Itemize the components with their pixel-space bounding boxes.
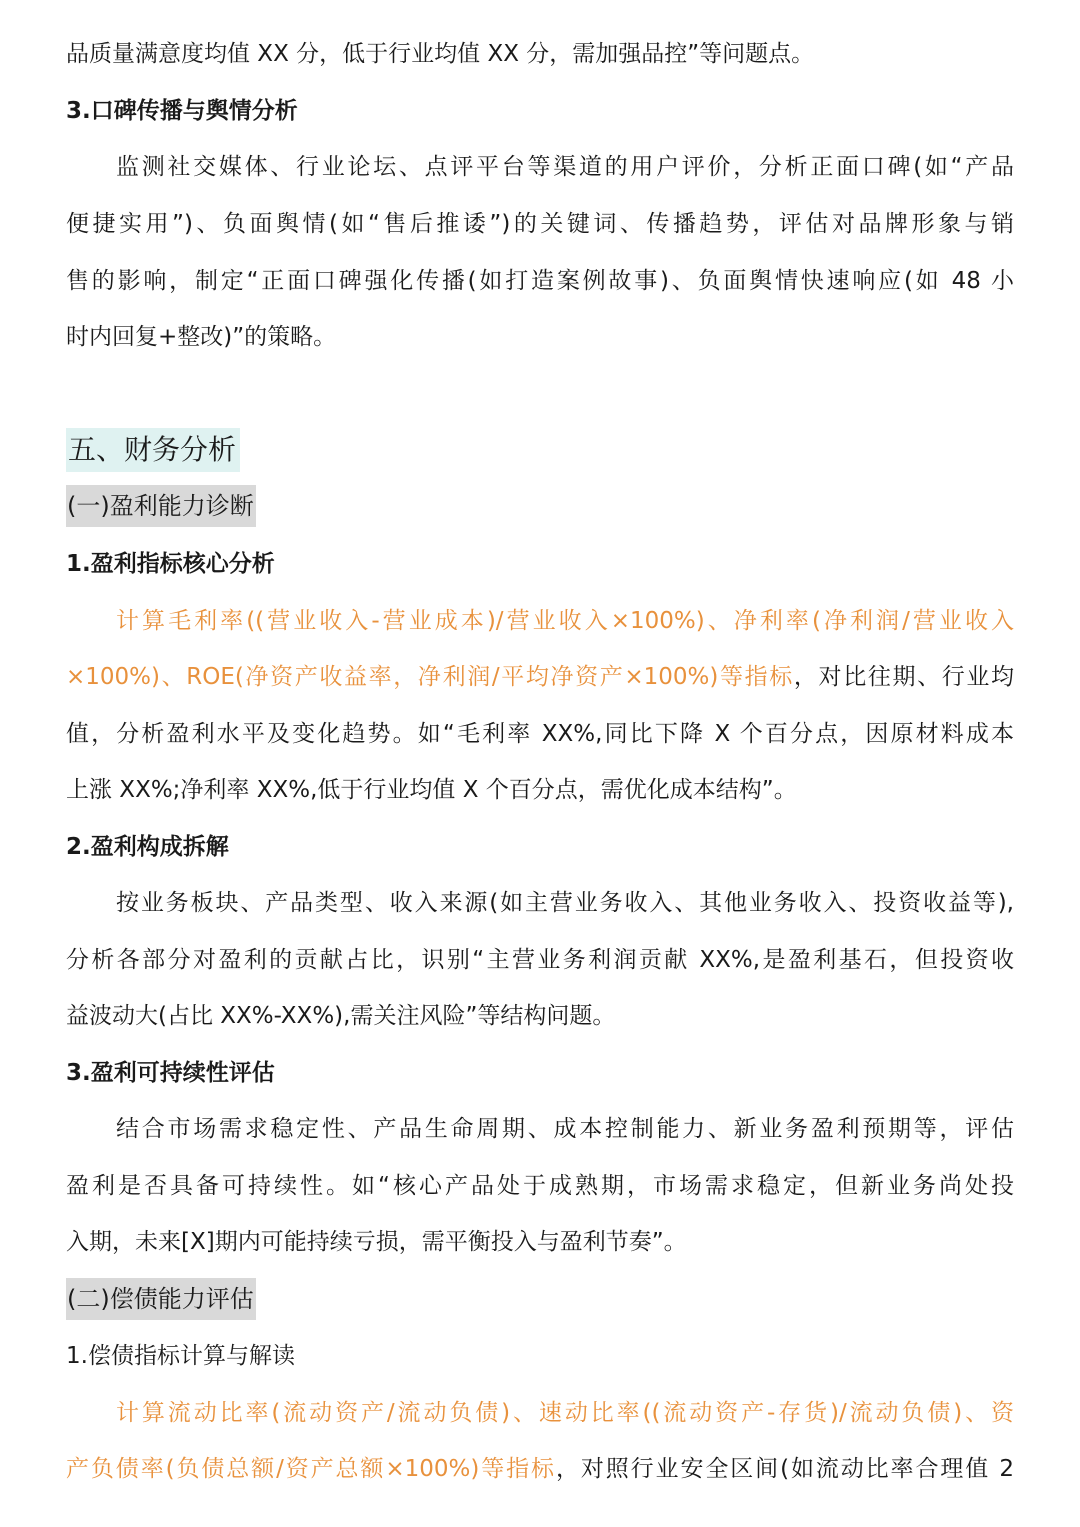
highlighted-text: 产负债率(负债总额/资产总额×100%)等指标 <box>66 1456 556 1482</box>
subheading-solvency-indicators: 1.偿债指标计算与解读 <box>66 1343 295 1369</box>
highlighted-line: 计算毛利率((营业收入-营业成本)/营业收入×100%)、净利率(净利润/营业收入 <box>116 608 1014 634</box>
paragraph-line: 结合市场需求稳定性、产品生命周期、成本控制能力、新业务盈利预期等，评估 <box>116 1116 1014 1142</box>
plain-text: ，对照行业安全区间(如流动比率合理值 2 <box>555 1456 1014 1482</box>
paragraph-line: 上涨 XX%;净利率 XX%,低于行业均值 X 个百分点，需优化成本结构”。 <box>66 777 797 803</box>
paragraph-line <box>66 1454 1014 1484</box>
subheading-profit-composition: 2.盈利构成拆解 <box>66 834 229 860</box>
subheading-profit-indicators: 1.盈利指标核心分析 <box>66 551 275 577</box>
subsection-title-solvency: (二)偿债能力评估 <box>66 1278 256 1320</box>
paragraph-line: 便捷实用”)、负面舆情(如“售后推诿”)的关键词、传播趋势，评估对品牌形象与销 <box>66 211 1014 237</box>
paragraph-line: 值，分析盈利水平及变化趋势。如“毛利率 XX%,同比下降 X 个百分点，因原材料成本 <box>66 721 1014 747</box>
paragraph-line <box>66 662 1014 692</box>
paragraph-line: 时内回复+整改)”的策略。 <box>66 324 337 350</box>
paragraph-line: 监测社交媒体、行业论坛、点评平台等渠道的用户评价，分析正面口碑(如“产品 <box>116 154 1014 180</box>
subheading-profit-sustainability: 3.盈利可持续性评估 <box>66 1060 275 1086</box>
paragraph-line: 品质量满意度均值 XX 分，低于行业均值 XX 分，需加强品控”等问题点。 <box>66 41 815 67</box>
paragraph-line: 售的影响，制定“正面口碑强化传播(如打造案例故事)、负面舆情快速响应(如 48 小 <box>66 268 1014 294</box>
paragraph-line: 入期，未来[X]期内可能持续亏损，需平衡投入与盈利节奏”。 <box>66 1229 687 1255</box>
paragraph-line: 益波动大(占比 XX%-XX%),需关注风险”等结构问题。 <box>66 1003 616 1029</box>
section-title-finance: 五、财务分析 <box>66 428 240 472</box>
subsection-title-profitability: (一)盈利能力诊断 <box>66 485 256 527</box>
paragraph-line: 按业务板块、产品类型、收入来源(如主营业务收入、其他业务收入、投资收益等), <box>116 890 1014 916</box>
paragraph-line: 盈利是否具备可持续性。如“核心产品处于成熟期，市场需求稳定，但新业务尚处投 <box>66 1173 1014 1199</box>
paragraph-line: 分析各部分对盈利的贡献占比，识别“主营业务利润贡献 XX%,是盈利基石，但投资收 <box>66 947 1014 973</box>
subheading-word-of-mouth: 3.口碑传播与舆情分析 <box>66 98 298 124</box>
plain-text: ，对比往期、行业均 <box>793 664 1014 690</box>
highlighted-text: ×100%)、ROE(净资产收益率，净利润/平均净资产×100%)等指标 <box>66 664 794 690</box>
highlighted-line: 计算流动比率(流动资产/流动负债)、速动比率((流动资产-存货)/流动负债)、资 <box>116 1400 1014 1426</box>
